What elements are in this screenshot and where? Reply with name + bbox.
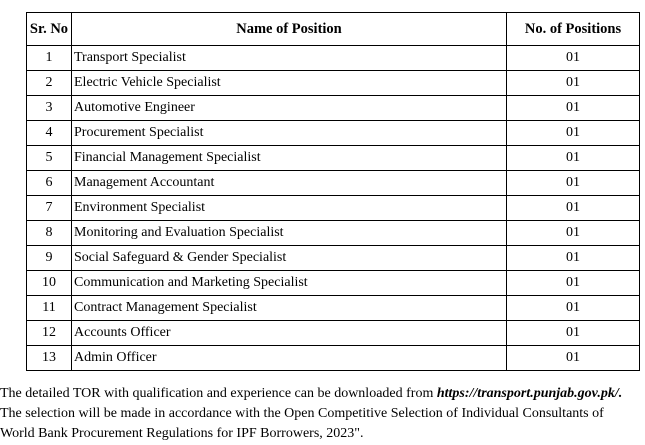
row-position-count: 01 xyxy=(507,196,640,221)
row-position-count: 01 xyxy=(507,221,640,246)
row-sr-no: 11 xyxy=(27,296,72,321)
row-sr-no: 9 xyxy=(27,246,72,271)
row-position-count: 01 xyxy=(507,121,640,146)
table-header-row xyxy=(27,13,640,46)
row-position-name: Accounts Officer xyxy=(72,321,507,346)
row-position-count: 01 xyxy=(507,321,640,346)
footer-notes xyxy=(0,384,645,444)
row-position-name: Management Accountant xyxy=(72,171,507,196)
header-position-name: Name of Position xyxy=(72,13,507,46)
row-position-count: 01 xyxy=(507,271,640,296)
row-sr-no: 8 xyxy=(27,221,72,246)
table-row xyxy=(27,196,640,221)
row-position-count: 01 xyxy=(507,96,640,121)
row-sr-no: 7 xyxy=(27,196,72,221)
row-position-name: Contract Management Specialist xyxy=(72,296,507,321)
table-body xyxy=(27,46,640,371)
footer-line-3: World Bank Procurement Regulations for IPF Borrowers, 2023". xyxy=(0,426,364,441)
tor-download-link[interactable]: https://transport.punjab.gov.pk/. xyxy=(436,386,623,401)
table-row xyxy=(27,321,640,346)
row-position-name: Automotive Engineer xyxy=(72,96,507,121)
row-position-name: Electric Vehicle Specialist xyxy=(72,71,507,96)
row-sr-no: 4 xyxy=(27,121,72,146)
row-position-count: 01 xyxy=(507,46,640,71)
positions-table xyxy=(26,12,640,371)
table-row xyxy=(27,96,640,121)
table-row xyxy=(27,221,640,246)
row-position-name: Transport Specialist xyxy=(72,46,507,71)
row-sr-no: 5 xyxy=(27,146,72,171)
footer-line-2: The selection will be made in accordance with the Open Competitive Selection of Individual Consultants of xyxy=(0,406,604,421)
table-row xyxy=(27,346,640,371)
row-position-count: 01 xyxy=(507,346,640,371)
row-position-count: 01 xyxy=(507,296,640,321)
table-row xyxy=(27,46,640,71)
row-sr-no: 10 xyxy=(27,271,72,296)
footer-line-1 xyxy=(0,384,645,404)
table-row xyxy=(27,271,640,296)
row-sr-no: 6 xyxy=(27,171,72,196)
table-row xyxy=(27,171,640,196)
row-position-name: Monitoring and Evaluation Specialist xyxy=(72,221,507,246)
row-position-name: Financial Management Specialist xyxy=(72,146,507,171)
table-row xyxy=(27,121,640,146)
table-row xyxy=(27,246,640,271)
row-sr-no: 3 xyxy=(27,96,72,121)
row-sr-no: 12 xyxy=(27,321,72,346)
header-position-count: No. of Positions xyxy=(507,13,640,46)
row-position-count: 01 xyxy=(507,171,640,196)
row-position-name: Communication and Marketing Specialist xyxy=(72,271,507,296)
table-row xyxy=(27,296,640,321)
row-sr-no: 2 xyxy=(27,71,72,96)
row-position-name: Environment Specialist xyxy=(72,196,507,221)
header-sr-no: Sr. No xyxy=(27,13,72,46)
row-position-count: 01 xyxy=(507,246,640,271)
row-sr-no: 13 xyxy=(27,346,72,371)
table-row xyxy=(27,146,640,171)
tor-download-text: The detailed TOR with qualification and experience can be downloaded from xyxy=(0,386,437,401)
row-sr-no: 1 xyxy=(27,46,72,71)
row-position-count: 01 xyxy=(507,146,640,171)
row-position-name: Procurement Specialist xyxy=(72,121,507,146)
row-position-count: 01 xyxy=(507,71,640,96)
row-position-name: Admin Officer xyxy=(72,346,507,371)
table-row xyxy=(27,71,640,96)
row-position-name: Social Safeguard & Gender Specialist xyxy=(72,246,507,271)
